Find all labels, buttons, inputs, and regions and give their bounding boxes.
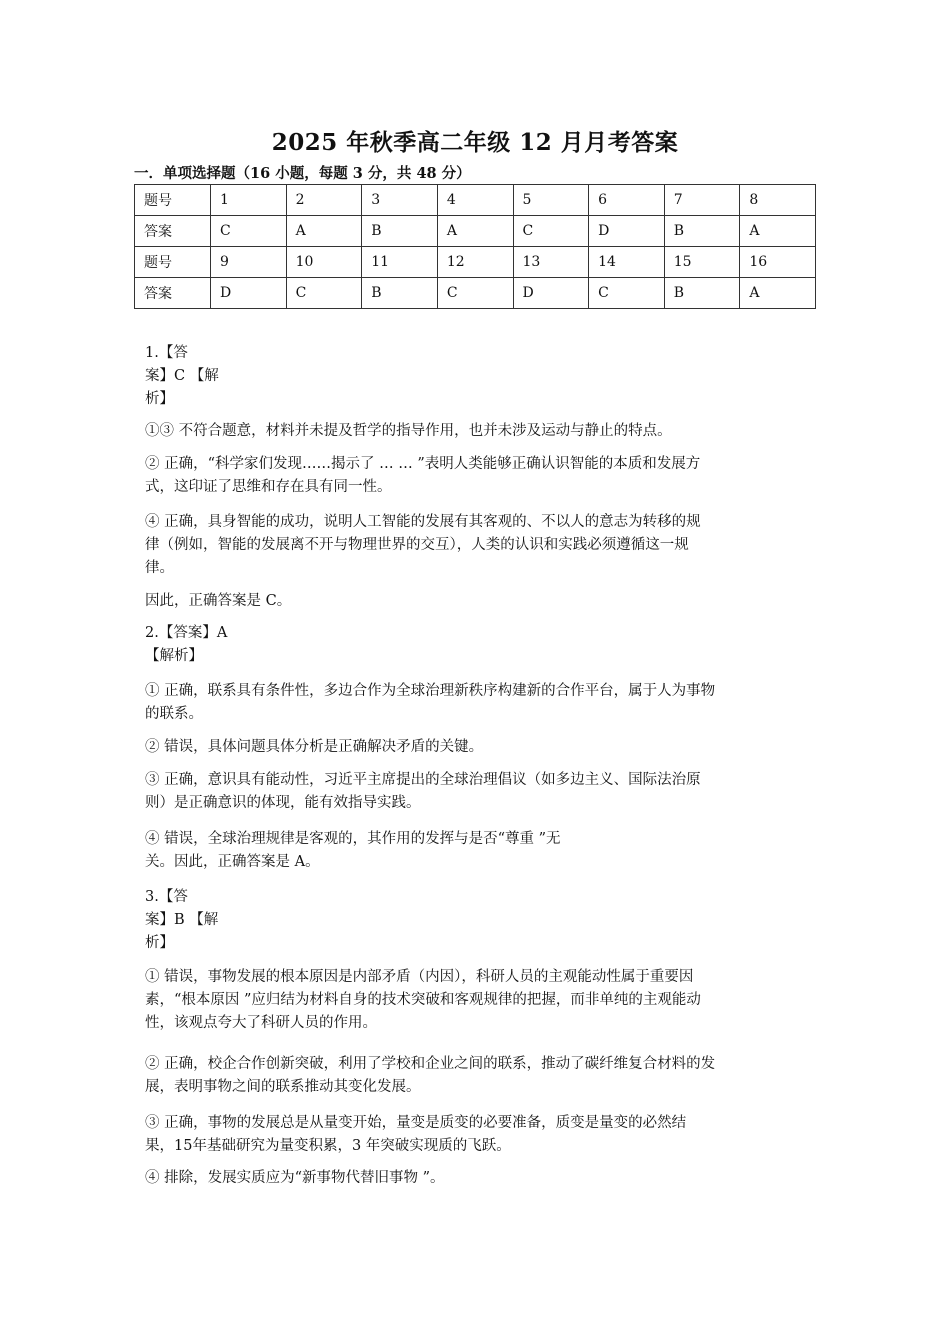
table-cell: B: [362, 216, 438, 247]
q2-paragraph: [145, 680, 815, 726]
text-line: ② 正确，“科学家们发现……揭示了 … … ”表明人类能够正确认识智能的本质和发展方: [145, 456, 701, 472]
table-cell: D: [589, 216, 665, 247]
table-cell: A: [437, 216, 513, 247]
table-cell: 2: [286, 185, 362, 216]
q2-header: [145, 622, 815, 668]
text-line: 的联系。: [145, 706, 203, 722]
row-header: 答案: [135, 216, 211, 247]
text-line: 【解析】: [145, 648, 203, 664]
text-line: ④ 正确，具身智能的成功，说明人工智能的发展有其客观的、不以人的意志为转移的规: [145, 514, 701, 530]
text-line: 析】: [145, 391, 174, 407]
table-cell: 9: [211, 247, 287, 278]
table-cell: 3: [362, 185, 438, 216]
table-cell: C: [513, 216, 589, 247]
q2-paragraph: [145, 828, 815, 874]
table-cell: 15: [664, 247, 740, 278]
text-line: 析】: [145, 935, 174, 951]
text-line: 案】B 【解: [145, 912, 219, 928]
text-line: 1.【答: [145, 345, 188, 361]
section-heading: 一．单项选择题（16 小题，每题 3 分，共 48 分）: [134, 165, 471, 182]
table-cell: 6: [589, 185, 665, 216]
text-line: ② 正确，校企合作创新突破，利用了学校和企业之间的联系，推动了碳纤维复合材料的发: [145, 1056, 716, 1072]
text-line: ② 错误，具体问题具体分析是正确解决矛盾的关键。: [145, 739, 484, 755]
table-cell: D: [513, 278, 589, 309]
text-line: 律。: [145, 560, 174, 576]
text-line: ③ 正确，意识具有能动性，习近平主席提出的全球治理倡议（如多边主义、国际法治原: [145, 772, 701, 788]
q3-paragraph: [145, 1112, 815, 1158]
text-line: ④ 排除，发展实质应为“新事物代替旧事物 ”。: [145, 1170, 445, 1186]
text-line: 3.【答: [145, 889, 188, 905]
table-cell: C: [286, 278, 362, 309]
table-row: [135, 185, 816, 216]
text-line: 因此，正确答案是 C。: [145, 593, 292, 609]
text-line: 式，这印证了思维和存在具有同一性。: [145, 479, 392, 495]
table-cell: C: [437, 278, 513, 309]
text-line: 果，15年基础研究为量变积累，3 年突破实现质的飞跃。: [145, 1138, 511, 1154]
q1-paragraph: [145, 511, 815, 580]
q1-paragraph: [145, 590, 815, 613]
q3-paragraph: [145, 1167, 815, 1190]
text-line: 案】C 【解: [145, 368, 219, 384]
q3-paragraph: [145, 1053, 815, 1099]
q3-header: [145, 886, 815, 955]
text-line: ④ 错误，全球治理规律是客观的，其作用的发挥与是否“尊重 ”无: [145, 831, 561, 847]
q2-paragraph: [145, 769, 815, 815]
row-header: 题号: [135, 185, 211, 216]
table-cell: 7: [664, 185, 740, 216]
table-cell: 5: [513, 185, 589, 216]
text-line: 性，该观点夸大了科研人员的作用。: [145, 1015, 377, 1031]
table-cell: 11: [362, 247, 438, 278]
text-line: 则）是正确意识的体现，能有效指导实践。: [145, 795, 421, 811]
text-line: 关。因此，正确答案是 A。: [145, 854, 320, 870]
table-row: [135, 278, 816, 309]
table-cell: 8: [740, 185, 816, 216]
table-cell: 1: [211, 185, 287, 216]
text-line: 律（例如，智能的发展离不开与物理世界的交互），人类的认识和实践必须遵循这一规: [145, 537, 689, 553]
table-cell: 12: [437, 247, 513, 278]
text-line: ①③ 不符合题意，材料并未提及哲学的指导作用，也并未涉及运动与静止的特点。: [145, 423, 672, 439]
q1-paragraph: [145, 420, 815, 443]
text-line: ① 错误，事物发展的根本原因是内部矛盾（内因），科研人员的主观能动性属于重要因: [145, 969, 694, 985]
page-title: 2025 年秋季高二年级 12 月月考答案: [271, 129, 679, 156]
table-cell: 10: [286, 247, 362, 278]
table-row: [135, 216, 816, 247]
q2-paragraph: [145, 736, 815, 759]
table-cell: 14: [589, 247, 665, 278]
table-row: [135, 247, 816, 278]
q1-header: [145, 342, 815, 411]
text-line: 素，“根本原因 ”应归结为材料自身的技术突破和客观规律的把握，而非单纯的主观能动: [145, 992, 701, 1008]
text-line: 2.【答案】A: [145, 625, 228, 641]
text-line: ③ 正确，事物的发展总是从量变开始，量变是质变的必要准备，质变是量变的必然结: [145, 1115, 687, 1131]
table-cell: 13: [513, 247, 589, 278]
text-line: ① 正确，联系具有条件性，多边合作为全球治理新秩序构建新的合作平台，属于人为事物: [145, 683, 716, 699]
q1-paragraph: [145, 453, 815, 499]
answer-table: [134, 184, 816, 309]
table-cell: C: [589, 278, 665, 309]
table-cell: A: [740, 278, 816, 309]
table-cell: 16: [740, 247, 816, 278]
table-cell: B: [362, 278, 438, 309]
table-cell: A: [740, 216, 816, 247]
row-header: 题号: [135, 247, 211, 278]
table-cell: A: [286, 216, 362, 247]
table-cell: B: [664, 278, 740, 309]
table-cell: 4: [437, 185, 513, 216]
q3-paragraph: [145, 966, 815, 1035]
table-cell: B: [664, 216, 740, 247]
row-header: 答案: [135, 278, 211, 309]
table-cell: C: [211, 216, 287, 247]
table-cell: D: [211, 278, 287, 309]
text-line: 展，表明事物之间的联系推动其变化发展。: [145, 1079, 421, 1095]
